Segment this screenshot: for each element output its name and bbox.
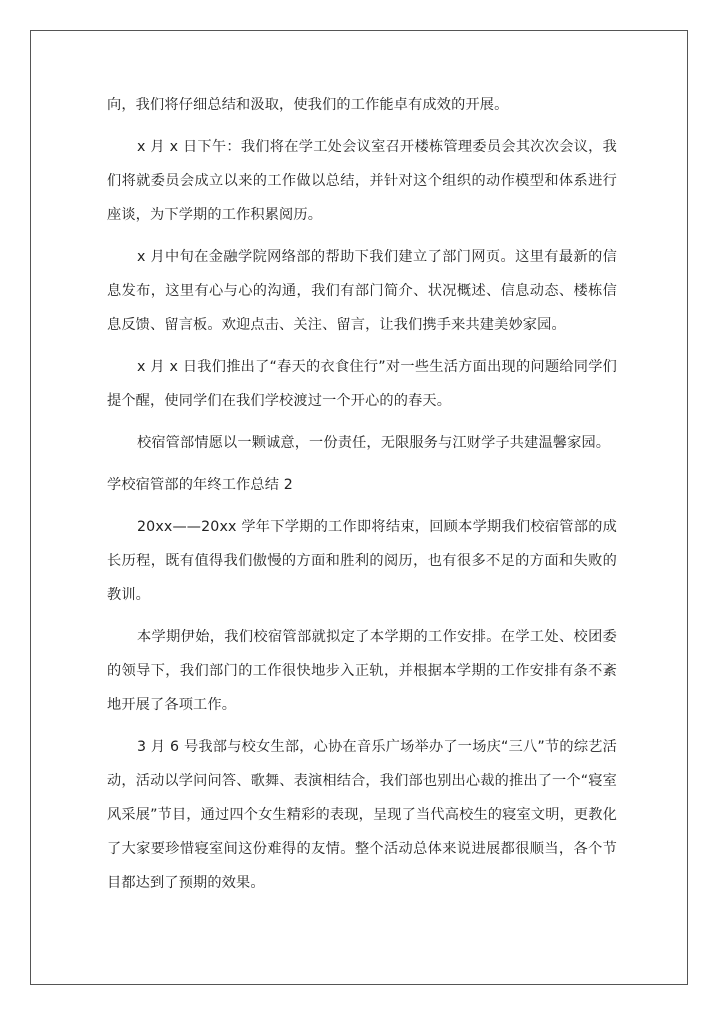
- paragraph-8: 3 月 6 号我部与校女生部，心协在音乐广场举办了一场庆“三八”节的综艺活动，活动以学问问答、歌舞、表演相结合，我们部也别出心裁的推出了一个“寝室风采展”节目，通过四个女生精彩的表现，呈现了当代高校生的寝室文明，更教化了大家要珍惜寝室间这份难得的友情。整个活动总体来说进展都很顺当，各个节目都达到了预期的效果。: [107, 739, 617, 891]
- paragraph-6: 20xx——20xx 学年下学期的工作即将结束，回顾本学期我们校宿管部的成长历程，既有值得我们傲慢的方面和胜利的阅历，也有很多不足的方面和失败的教训。: [107, 519, 617, 603]
- paragraph-2: x 月 x 日下午：我们将在学工处会议室召开楼栋管理委员会其次次会议，我们将就委员会成立以来的工作做以总结，并针对这个组织的动作模型和体系进行座谈，为下学期的工作积累阅历。: [107, 139, 617, 223]
- paragraph-4: x 月 x 日我们推出了“春天的衣食住行”对一些生活方面出现的问题给同学们提个醒，使同学们在我们学校渡过一个开心的的春天。: [107, 359, 617, 409]
- section-title: 学校宿管部的年终工作总结 2: [107, 477, 293, 493]
- paragraph-7: 本学期伊始，我们校宿管部就拟定了本学期的工作安排。在学工处、校团委的领导下，我们部门的工作很快地步入正轨，并根据本学期的工作安排有条不紊地开展了各项工作。: [107, 629, 617, 713]
- document-body: [107, 88, 617, 908]
- paragraph-1: 向，我们将仔细总结和汲取，使我们的工作能卓有成效的开展。: [107, 97, 509, 113]
- paragraph-3: x 月中旬在金融学院网络部的帮助下我们建立了部门网页。这里有最新的信息发布，这里有心与心的沟通，我们有部门简介、状况概述、信息动态、楼栋信息反馈、留言板。欢迎点击、关注、留言，让我们携手来共建美妙家园。: [107, 249, 617, 333]
- paragraph-5: 校宿管部情愿以一颗诚意，一份责任，无限服务与江财学子共建温馨家园。: [137, 435, 611, 451]
